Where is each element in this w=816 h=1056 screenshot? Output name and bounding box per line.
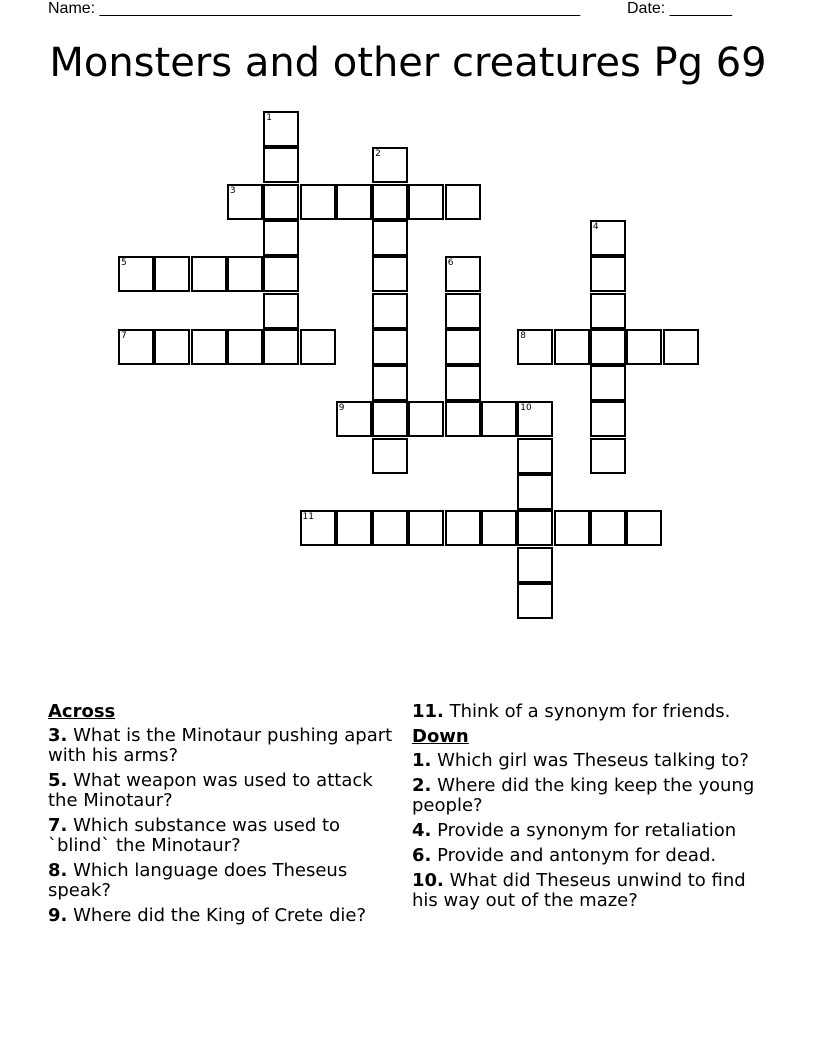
clue-text: Provide a synonym for retaliation xyxy=(437,820,737,841)
clue-text: What did Theseus unwind to find his way out of the maze? xyxy=(412,870,746,911)
clue-text: What is the Minotaur pushing apart with his arms? xyxy=(48,725,393,766)
grid-cell[interactable] xyxy=(626,510,662,546)
grid-number: 1 xyxy=(266,113,272,123)
grid-cell[interactable] xyxy=(554,510,590,546)
clue-number: 7. xyxy=(48,815,68,836)
grid-cell[interactable] xyxy=(481,401,517,437)
grid-cell[interactable] xyxy=(517,474,553,510)
name-field-label: Name: ______________________________________________________ xyxy=(48,0,581,17)
grid-number: 11 xyxy=(302,512,314,523)
grid-cell[interactable] xyxy=(590,438,626,474)
clue-number: 10. xyxy=(412,870,444,891)
grid-cell[interactable] xyxy=(263,147,299,183)
clue-across-5 xyxy=(48,771,393,811)
clue-down-10 xyxy=(412,871,772,911)
grid-cell[interactable] xyxy=(336,510,372,546)
clue-across-9 xyxy=(48,906,393,926)
clue-number: 3. xyxy=(48,725,68,746)
grid-cell[interactable] xyxy=(408,401,444,437)
grid-cell[interactable] xyxy=(590,293,626,329)
page-title: Monsters and other creatures Pg 69 xyxy=(49,40,767,86)
grid-cell[interactable] xyxy=(154,329,190,365)
clue-number: 8. xyxy=(48,860,68,881)
down-heading: Down xyxy=(412,726,469,747)
grid-cell[interactable] xyxy=(372,256,408,292)
clue-across-11 xyxy=(412,702,772,722)
grid-cell[interactable] xyxy=(227,256,263,292)
grid-cell[interactable] xyxy=(372,401,408,437)
clue-number: 9. xyxy=(48,905,68,926)
grid-cell[interactable] xyxy=(590,256,626,292)
clue-text: Think of a synonym for friends. xyxy=(449,701,731,722)
grid-number: 3 xyxy=(229,185,236,196)
clue-number: 11. xyxy=(412,701,444,722)
grid-cell[interactable] xyxy=(372,365,408,401)
grid-cell[interactable] xyxy=(408,184,444,220)
grid-cell[interactable] xyxy=(590,401,626,437)
grid-cell[interactable] xyxy=(372,293,408,329)
grid-cell[interactable] xyxy=(372,184,408,220)
grid-cell[interactable] xyxy=(372,220,408,256)
grid-cell[interactable] xyxy=(336,184,372,220)
grid-number: 2 xyxy=(375,149,381,160)
grid-cell[interactable] xyxy=(263,293,299,329)
clue-text: Where did the king keep the young people? xyxy=(412,775,755,816)
grid-cell[interactable] xyxy=(372,329,408,365)
grid-cell[interactable] xyxy=(517,583,553,619)
grid-cell[interactable] xyxy=(590,510,626,546)
grid-cell[interactable] xyxy=(263,329,299,365)
grid-number: 5 xyxy=(121,258,127,269)
grid-cell[interactable] xyxy=(590,329,626,365)
grid-cell[interactable] xyxy=(445,329,481,365)
clue-down-6 xyxy=(412,846,772,866)
across-heading: Across xyxy=(48,701,116,722)
date-field-label: Date: _______ xyxy=(627,0,732,17)
grid-cell[interactable] xyxy=(154,256,190,292)
grid-number: 4 xyxy=(592,221,599,232)
clue-text: Which language does Theseus speak? xyxy=(48,860,348,901)
clue-text: Which girl was Theseus talking to? xyxy=(437,750,749,771)
clue-number: 6. xyxy=(412,845,432,866)
grid-cell[interactable] xyxy=(408,510,444,546)
clue-number: 5. xyxy=(48,770,68,791)
clue-text: Provide and antonym for dead. xyxy=(437,845,717,866)
grid-cell[interactable] xyxy=(191,329,227,365)
clues-left-column xyxy=(48,702,393,931)
grid-cell[interactable] xyxy=(517,510,553,546)
clue-down-2 xyxy=(412,776,772,816)
grid-cell[interactable] xyxy=(372,510,408,546)
grid-cell[interactable] xyxy=(445,365,481,401)
grid-cell[interactable] xyxy=(445,510,481,546)
grid-cell[interactable] xyxy=(663,329,699,365)
clue-text: Which substance was used to `blind` the Minotaur? xyxy=(48,815,341,856)
grid-cell[interactable] xyxy=(481,510,517,546)
grid-cell[interactable] xyxy=(300,329,336,365)
grid-cell[interactable] xyxy=(372,438,408,474)
clue-number: 2. xyxy=(412,775,432,796)
grid-cell[interactable] xyxy=(445,401,481,437)
grid-cell[interactable] xyxy=(517,438,553,474)
grid-cell[interactable] xyxy=(445,293,481,329)
grid-cell[interactable] xyxy=(263,220,299,256)
grid-cell[interactable] xyxy=(227,329,263,365)
grid-number: 10 xyxy=(520,403,532,414)
clue-number: 4. xyxy=(412,820,432,841)
clue-down-4 xyxy=(412,821,772,841)
clues-right-column xyxy=(412,702,772,916)
clue-across-8 xyxy=(48,861,393,901)
grid-cell[interactable] xyxy=(263,184,299,220)
grid-number: 7 xyxy=(121,330,127,341)
grid-cell[interactable] xyxy=(626,329,662,365)
clue-text: What weapon was used to attack the Minotaur? xyxy=(48,770,373,811)
grid-cell[interactable] xyxy=(445,184,481,220)
grid-number: 8 xyxy=(520,330,527,341)
grid-number: 9 xyxy=(338,403,345,414)
clue-across-7 xyxy=(48,816,393,856)
grid-cell[interactable] xyxy=(517,547,553,583)
clue-number: 1. xyxy=(412,750,432,771)
grid-number: 6 xyxy=(447,258,454,269)
grid-cell[interactable] xyxy=(263,256,299,292)
clue-text: Where did the King of Crete die? xyxy=(73,905,367,926)
grid-cell[interactable] xyxy=(191,256,227,292)
clue-down-1 xyxy=(412,751,772,771)
clue-across-3 xyxy=(48,726,393,766)
grid-cell[interactable] xyxy=(300,184,336,220)
grid-cell[interactable] xyxy=(590,365,626,401)
grid-cell[interactable] xyxy=(554,329,590,365)
